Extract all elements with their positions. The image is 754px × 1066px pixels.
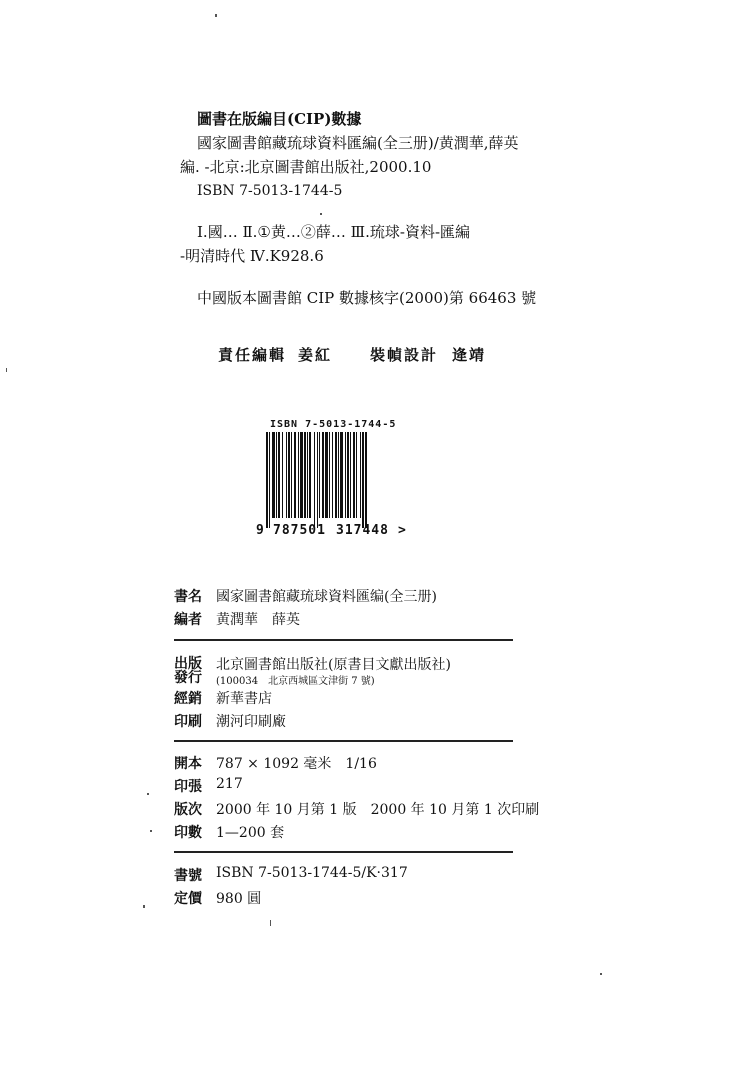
barcode-arrow: > [398,523,406,538]
barcode-bar [365,432,367,528]
barcode-bar [356,432,357,518]
barcode-bar [272,432,275,518]
publisher-value: 北京圖書館出版社(原書目文獻出版社) [216,657,451,673]
cip-line-2: 編. -北京:北京圖書館出版社,2000.10 [180,158,432,176]
scan-speck [150,830,152,832]
title-value: 國家圖書館藏琉球資料匯编(全三册) [216,589,437,605]
barcode-bar [294,432,296,518]
price-label: 定價 [174,891,202,907]
scan-speck [270,920,271,926]
barcode-bar [329,432,330,518]
designer-label: 裝幀設計 [370,346,439,364]
barcode-bar [350,432,351,518]
designer-name: 逄靖 [452,346,487,364]
barcode-bar [322,432,324,518]
authors-value: 黄潤華 薛英 [216,612,300,628]
cip-title: 圖書在版編目(CIP)數據 [197,110,362,128]
cip-classification-2: -明清時代 Ⅳ.K928.6 [180,247,324,265]
distributor-label: 經銷 [174,691,202,707]
cip-number: 中國版本圖書館 CIP 數據核字(2000)第 66463 號 [197,289,537,307]
barcode-digits-group-1: 787501 [273,523,326,538]
scan-speck [320,213,322,215]
barcode-digits-group-2: 317448 [336,523,389,538]
scan-speck [6,368,7,372]
publisher-address: (100034 北京西城區文津街 7 號) [216,676,375,687]
barcode-bar [319,432,320,518]
barcode-bar [286,432,287,518]
barcode-bar [276,432,277,518]
scan-speck [215,14,217,17]
publisher-label-b: 發行 [174,670,202,686]
barcode-bar [278,432,280,518]
cip-isbn: ISBN 7-5013-1744-5 [197,183,343,199]
cip-line-1: 國家圖書館藏琉球資料匯編(全三册)/黄潤華,薛英 [197,134,519,152]
scan-speck [143,905,145,908]
barcode-bar [309,432,311,518]
authors-label: 編者 [174,612,202,628]
barcode-bar [338,432,339,518]
barcode-bar [298,432,299,518]
barcode-bar [266,432,268,528]
barcode-bar [307,432,308,518]
barcode-bar [317,432,318,528]
barcode-bar [335,432,337,518]
barcode-bar [360,432,361,518]
distributor-value: 新華書店 [216,691,272,707]
divider-3 [174,851,513,853]
barcode-bar [347,432,349,518]
book-number-value: ISBN 7-5013-1744-5/K·317 [216,865,408,881]
printer-label: 印刷 [174,714,202,730]
edition-label: 版次 [174,802,202,818]
print-run-value: 1—200 套 [216,825,285,841]
scan-speck [147,793,149,795]
print-run-label: 印數 [174,825,202,841]
cip-classification-1: Ⅰ.國… Ⅱ.①黄…②薛… Ⅲ.琉球-資料-匯編 [197,223,471,241]
barcode-bar [304,432,306,518]
barcode-bar [288,432,290,518]
barcode-bar [353,432,355,518]
editor-label: 責任編輯 [218,346,287,364]
barcode-bar [300,432,303,518]
sheets-label: 印張 [174,779,202,795]
barcode-bar [269,432,270,528]
barcode-bar [362,432,364,528]
price-value: 980 圓 [216,891,262,907]
barcode-digit-first: 9 [256,523,264,538]
barcode-bar [314,432,315,528]
printer-value: 潮河印刷廠 [216,714,286,730]
barcode-bar [291,432,292,518]
divider-2 [174,740,513,742]
scan-speck [600,973,602,975]
sheets-value: 217 [216,776,243,792]
format-label: 開本 [174,756,202,772]
edition-value: 2000 年 10 月第 1 版 2000 年 10 月第 1 次印刷 [216,802,540,818]
publisher-label-a: 出版 [174,656,202,672]
barcode-bar [332,432,333,518]
barcode-bar [282,432,283,518]
book-number-label: 書號 [174,868,202,884]
editor-name: 姜紅 [298,346,333,364]
barcode-bar [345,432,346,518]
barcode-bar [325,432,328,518]
barcode-isbn-text: ISBN 7-5013-1744-5 [270,419,397,430]
format-value: 787 × 1092 毫米 1/16 [216,756,377,772]
barcode-bar [340,432,343,518]
divider-1 [174,639,513,641]
barcode-image [264,432,402,528]
title-label: 書名 [174,589,202,605]
